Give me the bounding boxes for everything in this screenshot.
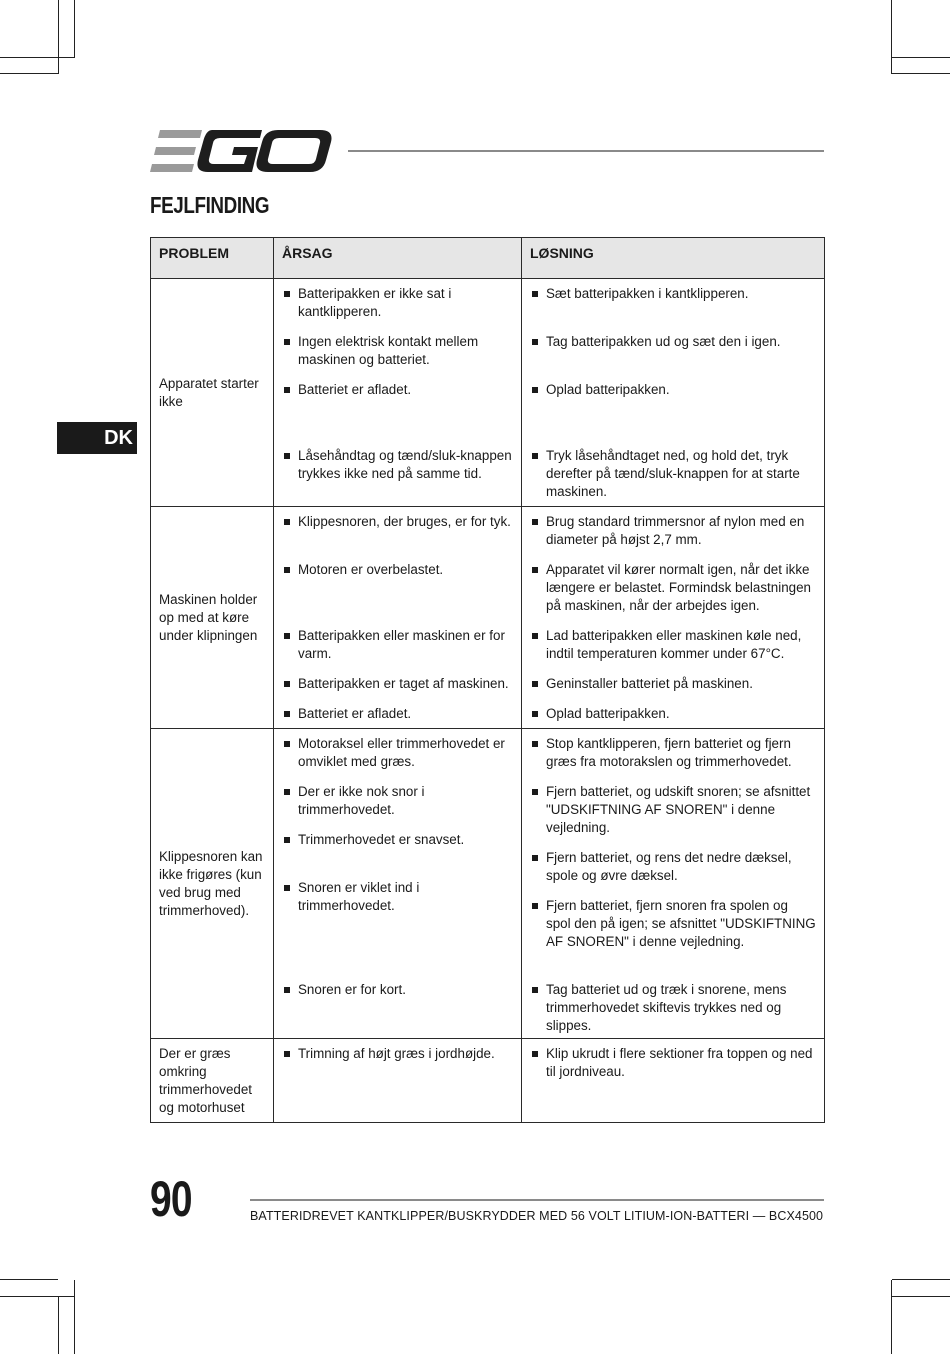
solution-item: Fjern batteriet, og rens det nedre dæksel, spole og øvre dæksel. (532, 849, 816, 885)
cause-item: Trimmerhovedet er snavset. (284, 831, 513, 849)
cause-item: Batteripakken er ikke sat i kantklipperen. (284, 285, 513, 321)
header-problem: PROBLEM (151, 238, 274, 279)
problem-cell: Klippesnoren kan ikke frigøres (kun ved brug med trimmerhoved). (151, 729, 274, 1039)
ego-logo (150, 130, 332, 172)
page-number: 90 (150, 1171, 192, 1227)
crop-mark (0, 73, 58, 74)
cause-cell (274, 729, 522, 1039)
table-row (151, 507, 825, 729)
table-row (151, 729, 825, 1039)
solution-item: Lad batteripakken eller maskinen køle ned, indtil temperaturen kommer under 67°C. (532, 627, 816, 663)
solution-item: Apparatet vil kører normalt igen, når det ikke længere er belastet. Formindsk belastningen på maskinen, når der arbejdes igen. (532, 561, 816, 615)
cause-cell (274, 1039, 522, 1123)
crop-mark (0, 57, 74, 58)
crop-mark (74, 0, 75, 58)
troubleshooting-table (150, 237, 825, 1123)
solution-item: Brug standard trimmersnor af nylon med en diameter på højst 2,7 mm. (532, 513, 816, 549)
cause-item: Ingen elektrisk kontakt mellem maskinen og batteriet. (284, 333, 513, 369)
cause-item: Motoraksel eller trimmerhovedet er omviklet med græs. (284, 735, 513, 771)
crop-mark (0, 1296, 74, 1297)
solution-item: Stop kantklipperen, fjern batteriet og fjern græs fra motorakslen og trimmerhovedet. (532, 735, 816, 771)
crop-mark (58, 1296, 59, 1354)
cause-item: Motoren er overbelastet. (284, 561, 513, 579)
solution-item: Geninstaller batteriet på maskinen. (532, 675, 816, 693)
table-header-row (151, 238, 825, 279)
footer-rule (250, 1199, 824, 1201)
cause-item: Trimning af højt græs i jordhøjde. (284, 1045, 513, 1063)
solution-item: Klip ukrudt i flere sektioner fra toppen og ned til jordniveau. (532, 1045, 816, 1081)
problem-cell: Apparatet starter ikke (151, 279, 274, 507)
crop-mark (891, 0, 892, 74)
cause-item: Snoren er for kort. (284, 981, 513, 999)
language-tab: DK (57, 422, 137, 454)
header-cause: ÅRSAG (274, 238, 522, 279)
cause-item: Låsehåndtag og tænd/sluk-knappen trykkes ikke ned på samme tid. (284, 447, 513, 483)
crop-mark (892, 1279, 950, 1280)
solution-cell (522, 507, 825, 729)
table-row (151, 279, 825, 507)
footer-text: BATTERIDREVET KANTKLIPPER/BUSKRYDDER MED 56 VOLT LITIUM-ION-BATTERI — BCX4500 (250, 1209, 824, 1223)
table-row (151, 1039, 825, 1123)
solution-item: Oplad batteripakken. (532, 381, 816, 399)
problem-cell: Der er græs omkring trimmerhovedet og motorhuset (151, 1039, 274, 1123)
solution-item: Tag batteriet ud og træk i snorene, mens trimmerhovedet skiftevis trykkes ned og slippes. (532, 981, 816, 1035)
cause-item: Batteripakken er taget af maskinen. (284, 675, 513, 693)
header-rule (348, 150, 824, 152)
crop-mark (58, 0, 59, 74)
cause-item: Batteriet er afladet. (284, 705, 513, 723)
cause-item: Der er ikke nok snor i trimmerhovedet. (284, 783, 513, 819)
solution-item: Tryk låsehåndtaget ned, og hold det, tryk derefter på tænd/sluk-knappen for at starte maskinen. (532, 447, 816, 501)
crop-mark (891, 1280, 892, 1354)
cause-item: Snoren er viklet ind i trimmerhovedet. (284, 879, 513, 915)
solution-item: Fjern batteriet, og udskift snoren; se afsnittet "UDSKIFTNING AF SNOREN" i denne vejledning. (532, 783, 816, 837)
cause-cell (274, 279, 522, 507)
cause-cell (274, 507, 522, 729)
cause-item: Klippesnoren, der bruges, er for tyk. (284, 513, 513, 531)
crop-mark (892, 73, 950, 74)
solution-item: Oplad batteripakken. (532, 705, 816, 723)
page-title: FEJLFINDING (150, 192, 270, 218)
crop-mark (892, 1296, 950, 1297)
solution-cell (522, 1039, 825, 1123)
solution-item: Tag batteripakken ud og sæt den i igen. (532, 333, 816, 351)
solution-item: Sæt batteripakken i kantklipperen. (532, 285, 816, 303)
cause-item: Batteripakken eller maskinen er for varm. (284, 627, 513, 663)
solution-item: Fjern batteriet, fjern snoren fra spolen og spol den på igen; se afsnittet "UDSKIFTNING AF SNOREN" i denne vejledning. (532, 897, 816, 951)
crop-mark (892, 57, 950, 58)
solution-cell (522, 729, 825, 1039)
solution-cell (522, 279, 825, 507)
problem-cell: Maskinen holder op med at køre under klipningen (151, 507, 274, 729)
header-solution: LØSNING (522, 238, 825, 279)
cause-item: Batteriet er afladet. (284, 381, 513, 399)
crop-mark (0, 1279, 58, 1280)
crop-mark (74, 1280, 75, 1354)
